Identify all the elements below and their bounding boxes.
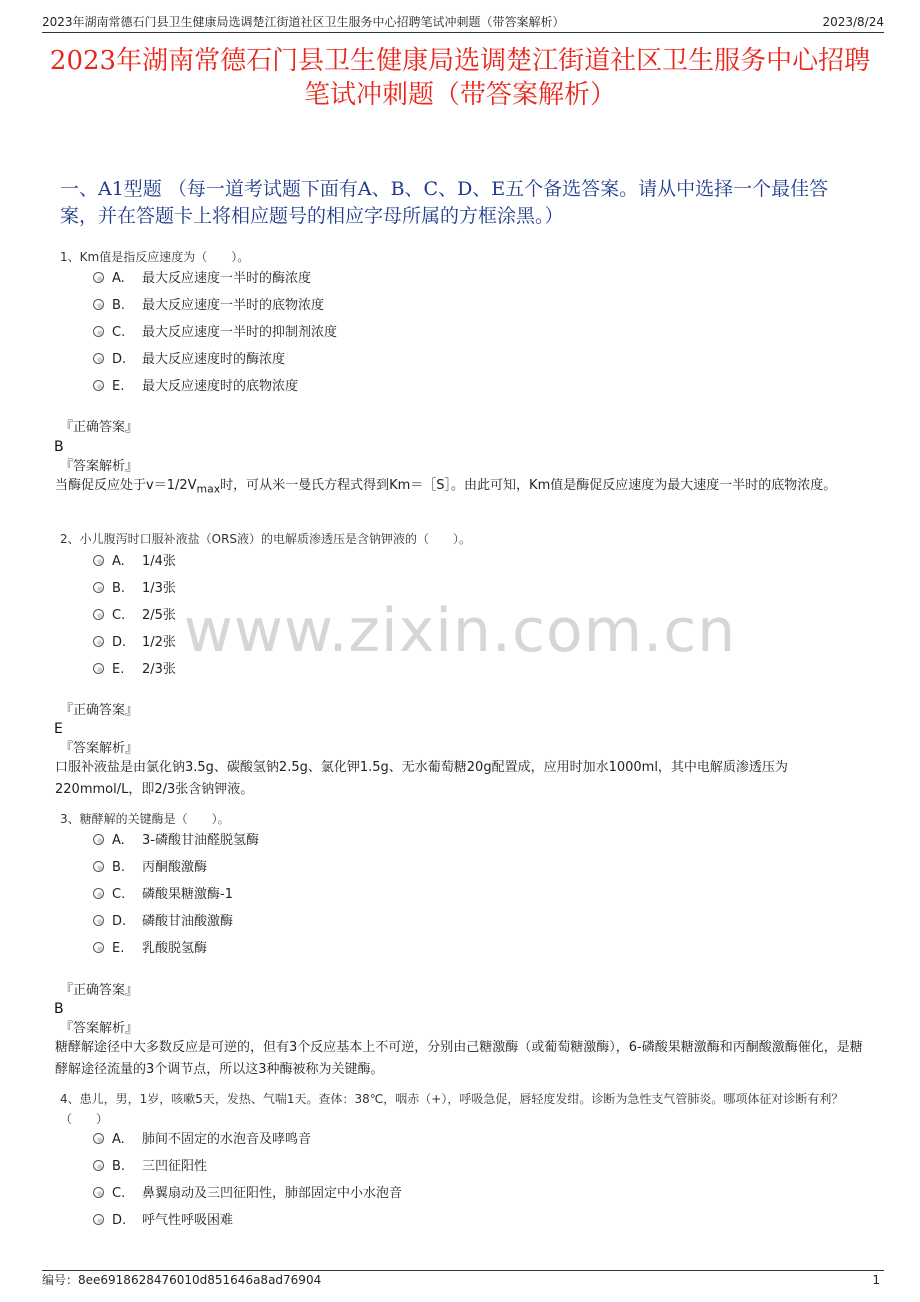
option-c[interactable] — [93, 1184, 402, 1204]
analysis-subscript: max — [196, 482, 221, 496]
option-a[interactable] — [93, 1130, 311, 1150]
radio-icon[interactable] — [93, 1133, 104, 1144]
option-d[interactable] — [93, 633, 176, 653]
answer-label: 『正确答案』 — [60, 983, 139, 998]
header-date: 2023/8/24 — [822, 15, 884, 29]
analysis-label: 『答案解析』 — [60, 459, 139, 474]
radio-icon[interactable] — [93, 888, 104, 899]
option-b[interactable] — [93, 1157, 207, 1177]
option-letter: E. — [112, 941, 125, 956]
radio-icon[interactable] — [93, 834, 104, 845]
option-d[interactable] — [93, 1211, 233, 1231]
document-title: 2023年湖南常德石门县卫生健康局选调楚江街道社区卫生服务中心招聘笔试冲刺题（带答案解析） — [49, 46, 871, 110]
option-letter: C. — [112, 608, 126, 623]
option-letter: B. — [112, 581, 126, 596]
option-a[interactable] — [93, 552, 176, 572]
radio-icon[interactable] — [93, 1214, 104, 1225]
option-text: 1/3张 — [142, 581, 176, 596]
option-text: 肺间不固定的水泡音及哮鸣音 — [142, 1132, 312, 1147]
option-letter: B. — [112, 298, 126, 313]
option-text: 磷酸果糖激酶-1 — [142, 887, 233, 902]
option-c[interactable] — [93, 885, 233, 905]
question-stem: 4、患儿，男，1岁，咳嗽5天，发热、气喘1天。查体：38℃，咽赤（+），呼吸急促，唇轻度发绀。诊断为急性支气管肺炎。哪项体征对诊断有利？（ ） — [60, 1092, 844, 1126]
question-stem: 2、小儿腹泻时口服补液盐（ORS液）的电解质渗透压是含钠钾液的（ ）。 — [60, 532, 472, 546]
radio-icon[interactable] — [93, 353, 104, 364]
radio-icon[interactable] — [93, 1187, 104, 1198]
option-letter: D. — [112, 914, 127, 929]
option-text: 乳酸脱氢酶 — [142, 941, 208, 956]
correct-answer: B — [54, 1001, 64, 1017]
option-text: 磷酸甘油酸激酶 — [142, 914, 234, 929]
option-letter: D. — [112, 635, 127, 650]
question-stem: 3、糖酵解的关键酶是（ ）。 — [60, 812, 230, 826]
radio-icon[interactable] — [93, 380, 104, 391]
option-letter: B. — [112, 860, 126, 875]
option-b[interactable] — [93, 858, 207, 878]
option-text: 最大反应速度一半时的底物浓度 — [142, 298, 325, 313]
option-b[interactable] — [93, 579, 176, 599]
option-a[interactable] — [93, 269, 311, 289]
option-letter: B. — [112, 1159, 126, 1174]
option-letter: A. — [112, 271, 125, 286]
option-text: 丙酮酸激酶 — [142, 860, 208, 875]
radio-icon[interactable] — [93, 636, 104, 647]
option-a[interactable] — [93, 831, 259, 851]
page-header — [42, 12, 884, 33]
analysis-text: 当酶促反应处于v＝1/2V — [55, 478, 197, 493]
option-letter: A. — [112, 833, 125, 848]
option-d[interactable] — [93, 912, 233, 932]
radio-icon[interactable] — [93, 861, 104, 872]
option-letter: C. — [112, 1186, 126, 1201]
answer-label: 『正确答案』 — [60, 703, 139, 718]
answer-analysis: 糖酵解途径中大多数反应是可逆的，但有3个反应基本上不可逆，分别由己糖激酶（或葡萄糖激酶），6-磷酸果糖激酶和丙酮酸激酶催化，是糖酵解途径流量的3个调节点，所以这3种酶被称为关键酶。 — [55, 1040, 863, 1077]
option-text: 最大反应速度时的底物浓度 — [142, 379, 299, 394]
option-text: 2/5张 — [142, 608, 176, 623]
option-letter: A. — [112, 554, 125, 569]
watermark: www.zixin.com.cn — [183, 596, 737, 666]
analysis-label: 『答案解析』 — [60, 1021, 139, 1036]
correct-answer: B — [54, 439, 64, 455]
analysis-text: 时，可从米一曼氏方程式得到Km＝［S］。由此可知，Km值是酶促反应速度为最大速度一半时的底物浓度。 — [220, 478, 837, 493]
option-b[interactable] — [93, 296, 324, 316]
option-text: 呼气性呼吸困难 — [142, 1213, 234, 1228]
section-heading: 一、A1型题 （每一道考试题下面有A、B、C、D、E五个备选答案。请从中选择一个最佳答案，并在答题卡上将相应题号的相应字母所属的方框涂黑。） — [60, 178, 829, 227]
radio-icon[interactable] — [93, 582, 104, 593]
option-c[interactable] — [93, 323, 337, 343]
header-doc-title: 2023年湖南常德石门县卫生健康局选调楚江街道社区卫生服务中心招聘笔试冲刺题（带答案解析） — [42, 15, 565, 29]
option-letter: C. — [112, 325, 126, 340]
radio-icon[interactable] — [93, 663, 104, 674]
option-e[interactable] — [93, 939, 207, 959]
option-text: 1/4张 — [142, 554, 176, 569]
option-text: 2/3张 — [142, 662, 176, 677]
option-letter: E. — [112, 662, 125, 677]
option-text: 1/2张 — [142, 635, 176, 650]
radio-icon[interactable] — [93, 1160, 104, 1171]
option-text: 最大反应速度一半时的抑制剂浓度 — [142, 325, 338, 340]
option-d[interactable] — [93, 350, 285, 370]
answer-analysis — [55, 475, 870, 501]
radio-icon[interactable] — [93, 326, 104, 337]
correct-answer: E — [54, 721, 63, 737]
radio-icon[interactable] — [93, 299, 104, 310]
option-text: 3-磷酸甘油醛脱氢酶 — [142, 833, 259, 848]
option-text: 最大反应速度一半时的酶浓度 — [142, 271, 312, 286]
radio-icon[interactable] — [93, 272, 104, 283]
radio-icon[interactable] — [93, 609, 104, 620]
answer-analysis: 口服补液盐是由氯化钠3.5g、碳酸氢钠2.5g、氯化钾1.5g、无水葡萄糖20g配置成，应用时加水1000ml，其中电解质渗透压为220mmol/L，即2/3张含钠钾液。 — [55, 760, 788, 797]
radio-icon[interactable] — [93, 915, 104, 926]
option-text: 三凹征阳性 — [142, 1159, 208, 1174]
question-stem: 1、Km值是指反应速度为（ ）。 — [60, 250, 250, 264]
option-letter: D. — [112, 352, 127, 367]
radio-icon[interactable] — [93, 555, 104, 566]
radio-icon[interactable] — [93, 942, 104, 953]
page-number: 1 — [872, 1273, 880, 1287]
answer-label: 『正确答案』 — [60, 420, 139, 435]
option-text: 鼻翼扇动及三凹征阳性，肺部固定中小水泡音 — [142, 1186, 403, 1201]
option-e[interactable] — [93, 377, 298, 397]
analysis-label: 『答案解析』 — [60, 741, 139, 756]
option-letter: E. — [112, 379, 125, 394]
option-letter: C. — [112, 887, 126, 902]
option-letter: D. — [112, 1213, 127, 1228]
option-text: 最大反应速度时的酶浓度 — [142, 352, 286, 367]
option-e[interactable] — [93, 660, 176, 680]
option-letter: A. — [112, 1132, 125, 1147]
document-code: 编号：8ee6918628476010d851646a8ad76904 — [42, 1273, 322, 1287]
option-c[interactable] — [93, 606, 176, 626]
